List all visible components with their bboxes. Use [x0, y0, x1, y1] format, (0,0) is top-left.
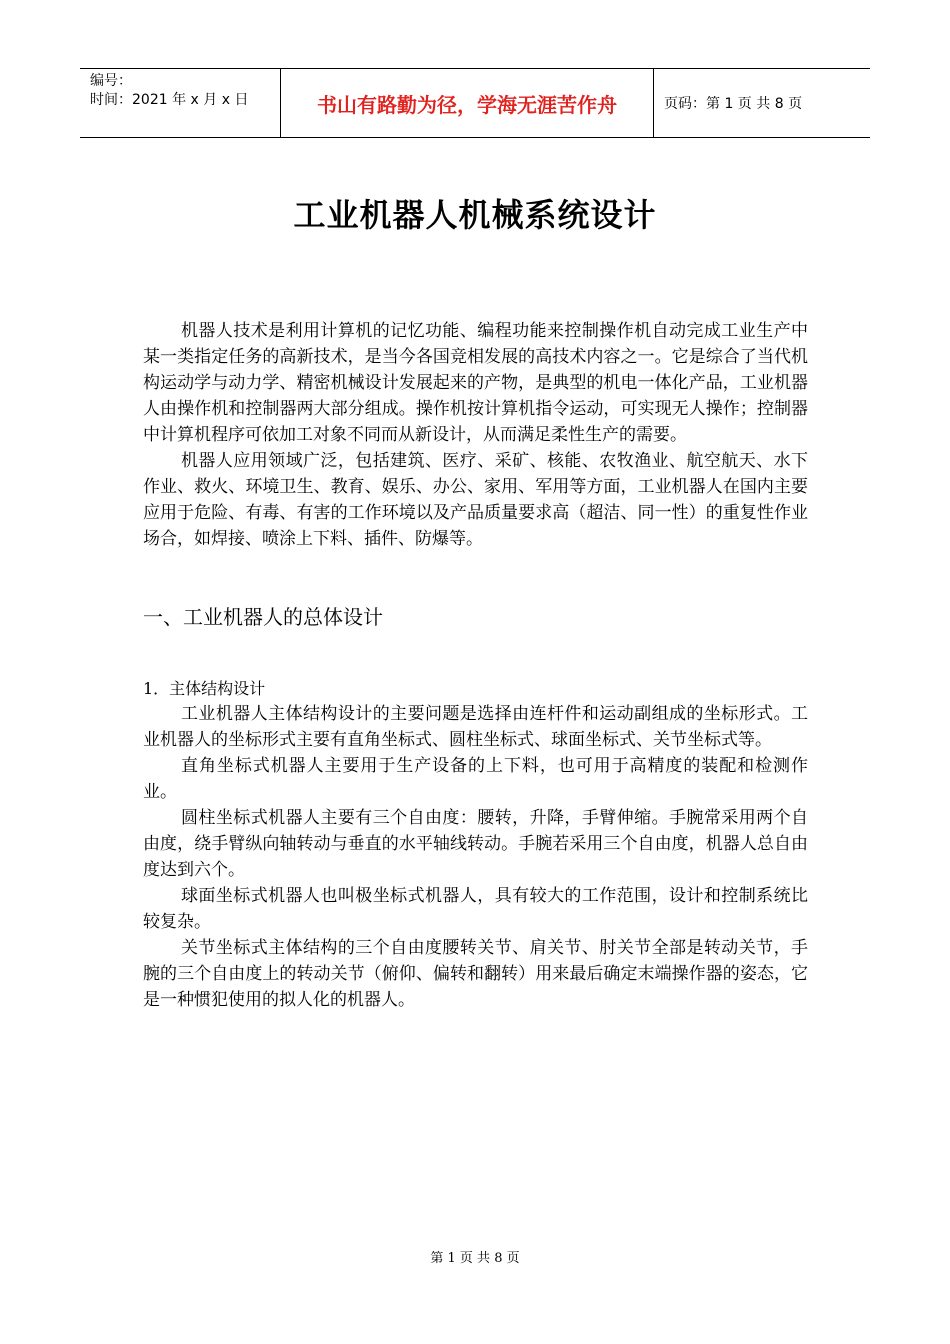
- page-footer: [0, 1247, 950, 1266]
- header-page-label: 页码：第 1 页 共 8 页: [664, 96, 803, 112]
- intro-section: [143, 318, 808, 552]
- body-paragraph: 直角坐标式机器人主要用于生产设备的上下料，也可用于高精度的装配和检测作业。: [143, 756, 808, 802]
- body-paragraph: 圆柱坐标式机器人主要有三个自由度：腰转，升降，手臂伸缩。手腕常采用两个自由度，绕手臂纵向轴转动与垂直的水平轴线转动。手腕若采用三个自由度，机器人总自由度达到六个。: [143, 808, 808, 880]
- body-paragraph: 关节坐标式主体结构的三个自由度腰转关节、肩关节、肘关节全部是转动关节，手腕的三个自由度上的转动关节（俯仰、偏转和翻转）用来最后确定末端操作器的姿态，它是一种惯犯使用的拟人化的机器人。: [143, 938, 808, 1010]
- footer-page-indicator: 第 1 页 共 8 页: [430, 1251, 520, 1266]
- header-page-cell: [654, 69, 870, 137]
- header-motto-cell: [281, 69, 654, 137]
- body-paragraph: 工业机器人主体结构设计的主要问题是选择由连杆件和运动副组成的坐标形式。工业机器人的坐标形式主要有直角坐标式、圆柱坐标式、球面坐标式、关节坐标式等。: [143, 704, 808, 750]
- document-title: 工业机器人机械系统设计: [293, 196, 657, 234]
- subsection-heading: 1．主体结构设计: [143, 679, 266, 698]
- body-paragraph: 机器人技术是利用计算机的记忆功能、编程功能来控制操作机自动完成工业生产中某一类指定任务的高新技术，是当今各国竞相发展的高技术内容之一。它是综合了当代机构运动学与动力学、精密机械设计发展起来的产物，是典型的机电一体化产品，工业机器人由操作机和控制器两大部分组成。操作机按计算机指令运动，可实现无人操作；控制器中计算机程序可依加工对象不同而从新设计，从而满足柔性生产的需要。: [143, 321, 808, 445]
- header-meta-cell: [80, 69, 281, 137]
- page-header: [80, 68, 870, 138]
- body-paragraph: 机器人应用领域广泛，包括建筑、医疗、采矿、核能、农牧渔业、航空航天、水下作业、救火、环境卫生、教育、娱乐、办公、家用、军用等方面，工业机器人在国内主要应用于危险、有毒、有害的工作环境以及产品质量要求高（超洁、同一性）的重复性作业场合，如焊接、喷涂上下料、插件、防爆等。: [143, 451, 808, 549]
- header-motto: 书山有路勤为径，学海无涯苦作舟: [317, 92, 617, 117]
- section-heading: 一、工业机器人的总体设计: [143, 605, 383, 629]
- structure-design-section: [143, 701, 808, 1013]
- body-paragraph: 球面坐标式机器人也叫极坐标式机器人，具有较大的工作范围，设计和控制系统比较复杂。: [143, 886, 808, 932]
- document-number-label: 编号：: [90, 73, 132, 89]
- document-date-label: 时间：2021 年 x 月 x 日: [90, 92, 249, 108]
